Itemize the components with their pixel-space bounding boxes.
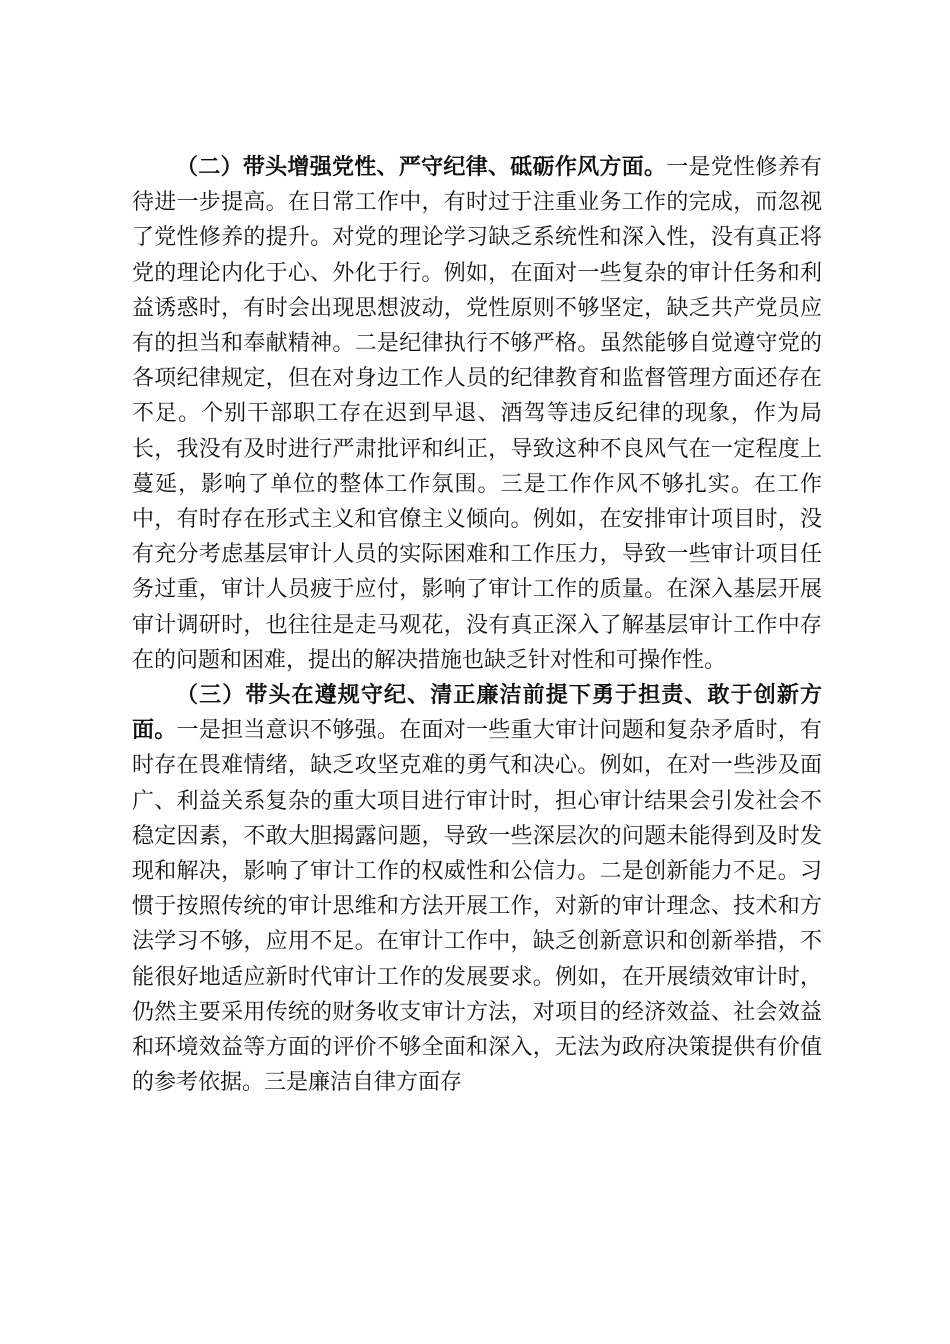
paragraph-section-3 — [132, 678, 822, 1100]
section-2-heading: （二）带头增强党性、严守纪律、砥砺作风方面。 — [176, 154, 667, 180]
section-3-body: 一是担当意识不够强。在面对一些重大审计问题和复杂矛盾时，有时存在畏难情绪，缺乏攻坚克难的勇气和决心。例如，在对一些涉及面广、利益关系复杂的重大项目进行审计时，担心审计结果会引发社会不稳定因素，不敢大胆揭露问题，导致一些深层次的问题未能得到及时发现和解决，影响了审计工作的权威性和公信力。二是创新能力不足。习惯于按照传统的审计思维和方法开展工作，对新的审计理念、技术和方法学习不够，应用不足。在审计工作中，缺乏创新意识和创新举措，不能很好地适应新时代审计工作的发展要求。例如，在开展绩效审计时，仍然主要采用传统的财务收支审计方法，对项目的经济效益、社会效益和环境效益等方面的评价不够全面和深入，无法为政府决策提供有价值的参考依据。三是廉洁自律方面存 — [132, 718, 822, 1096]
section-2-body: 一是党性修养有待进一步提高。在日常工作中，有时过于注重业务工作的完成，而忽视了党性修养的提升。对党的理论学习缺乏系统性和深入性，没有真正将党的理论内化于心、外化于行。例如，在面对一些复杂的审计任务和利益诱惑时，有时会出现思想波动，党性原则不够坚定，缺乏共产党员应有的担当和奉献精神。二是纪律执行不够严格。虽然能够自觉遵守党的各项纪律规定，但在对身边工作人员的纪律教育和监督管理方面还存在不足。个别干部职工存在迟到早退、酒驾等违反纪律的现象，作为局长，我没有及时进行严肃批评和纠正，导致这种不良风气在一定程度上蔓延，影响了单位的整体工作氛围。三是工作作风不够扎实。在工作中，有时存在形式主义和官僚主义倾向。例如，在安排审计项目时，没有充分考虑基层审计人员的实际困难和工作压力，导致一些审计项目任务过重，审计人员疲于应付，影响了审计工作的质量。在深入基层开展审计调研时，也往往是走马观花，没有真正深入了解基层审计工作中存在的问题和困难，提出的解决措施也缺乏针对性和可操作性。 — [132, 155, 822, 673]
document-body — [132, 150, 822, 1100]
section-3-heading: （三）带头在遵规守纪、清正廉洁前提下勇于担责、敢于创新方面。 — [132, 682, 822, 744]
paragraph-section-2 — [132, 150, 822, 678]
